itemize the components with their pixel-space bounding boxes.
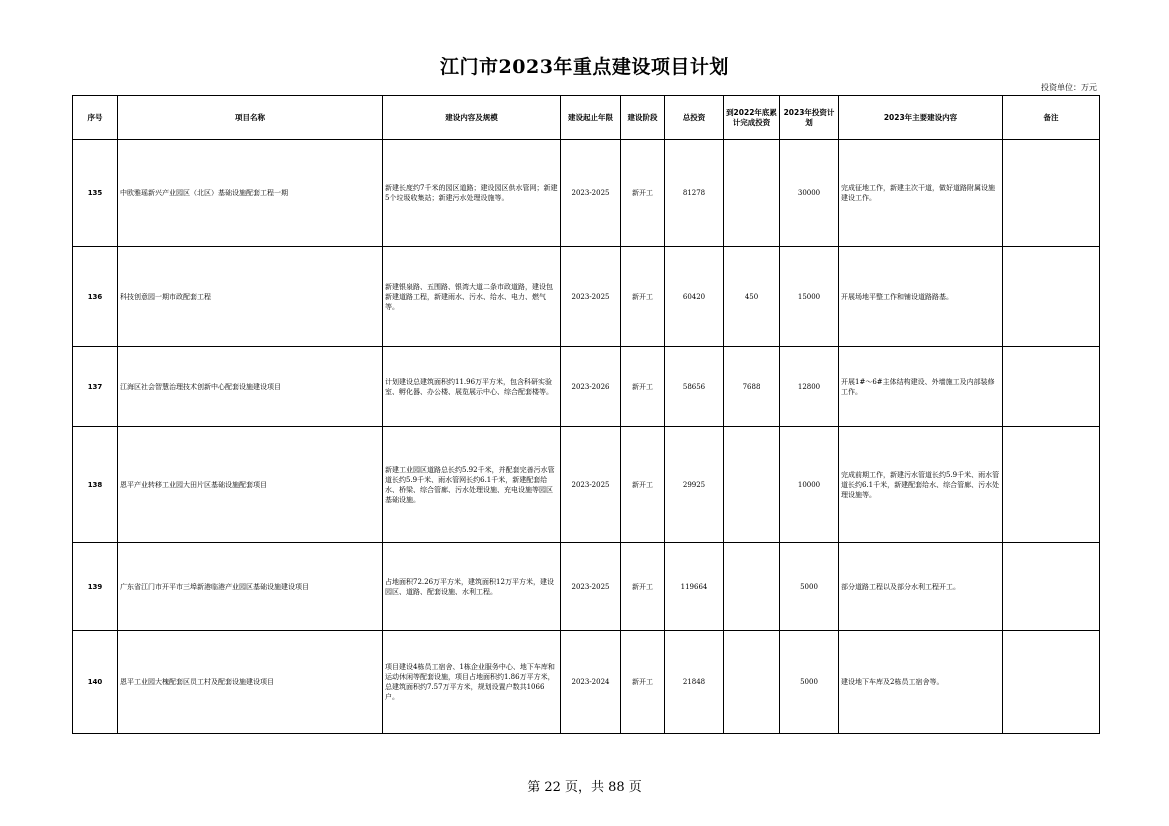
row-scale: 新建工业园区道路总长约5.92千米，并配套完善污水管道长约5.9千米、雨水管网长约6.1千米，新建配套给水、桥梁、综合管廊、污水处理设施、充电设施等园区基础设施。 <box>383 427 561 543</box>
row-content-2023: 开展1#～6#主体结构建设、外墙施工及内部装修工作。 <box>839 347 1003 427</box>
row-plan-2023: 10000 <box>780 427 839 543</box>
header-content-2023: 2023年主要建设内容 <box>839 96 1003 140</box>
row-years: 2023-2024 <box>561 631 621 734</box>
row-seq: 140 <box>73 631 118 734</box>
row-scale: 新建长度约7千米的园区道路；建设园区供水管网；新建5个垃圾收集站；新建污水处理设施等。 <box>383 140 561 247</box>
row-scale: 占地面积72.26万平方米，建筑面积12万平方米，建设园区、道路、配套设施、水利工程。 <box>383 543 561 631</box>
row-project-name: 广东省江门市开平市三埠新港临港产业园区基础设施建设项目 <box>118 543 383 631</box>
row-plan-2023: 5000 <box>780 631 839 734</box>
header-seq: 序号 <box>73 96 118 140</box>
row-content-2023: 完成前期工作，新建污水管道长约5.9千米、雨水管道长约6.1千米，新建配套给水、综合管廊、污水处理设施等。 <box>839 427 1003 543</box>
row-plan-2023: 15000 <box>780 247 839 347</box>
row-plan-2023: 5000 <box>780 543 839 631</box>
investment-unit-note: 投资单位：万元 <box>1041 83 1097 92</box>
page-footer: 第 22 页，共 88 页 <box>527 780 642 795</box>
header-done-2022: 到2022年底累计完成投资 <box>724 96 780 140</box>
row-seq: 135 <box>73 140 118 247</box>
row-total-investment: 81278 <box>665 140 724 247</box>
row-stage: 新开工 <box>621 347 665 427</box>
row-done-2022: 7688 <box>724 347 780 427</box>
header-plan-2023: 2023年投资计划 <box>780 96 839 140</box>
row-stage: 新开工 <box>621 140 665 247</box>
row-plan-2023: 12800 <box>780 347 839 427</box>
row-note <box>1003 543 1100 631</box>
row-project-name: 恩平工业园大槐配套区员工村及配套设施建设项目 <box>118 631 383 734</box>
table-row <box>73 631 1100 734</box>
row-scale: 计划建设总建筑面积约11.96万平方米，包含科研实验室、孵化器、办公楼、展览展示中心、综合配套楼等。 <box>383 347 561 427</box>
table-row <box>73 543 1100 631</box>
row-total-investment: 60420 <box>665 247 724 347</box>
table-row <box>73 347 1100 427</box>
header-total-investment: 总投资 <box>665 96 724 140</box>
row-done-2022 <box>724 631 780 734</box>
row-scale: 项目建设4栋员工宿舍、1栋企业服务中心、地下车库和运动休闲等配套设施，项目占地面积约1.86万平方米，总建筑面积约7.57万平方米，规划设置户数共1066户。 <box>383 631 561 734</box>
table-row <box>73 427 1100 543</box>
row-note <box>1003 247 1100 347</box>
row-done-2022 <box>724 427 780 543</box>
row-done-2022 <box>724 140 780 247</box>
table-header-row <box>73 96 1100 140</box>
row-scale: 新建银泉路、五围路、银湾大道二条市政道路，建设包新建道路工程，新建雨水、污水、给水、电力、燃气等。 <box>383 247 561 347</box>
row-note <box>1003 631 1100 734</box>
row-years: 2023-2025 <box>561 427 621 543</box>
project-plan-table <box>72 95 1100 734</box>
row-seq: 138 <box>73 427 118 543</box>
row-project-name: 中欧雅瑶新兴产业园区（北区）基础设施配套工程一期 <box>118 140 383 247</box>
row-seq: 137 <box>73 347 118 427</box>
row-total-investment: 21848 <box>665 631 724 734</box>
row-total-investment: 29925 <box>665 427 724 543</box>
row-years: 2023-2026 <box>561 347 621 427</box>
row-stage: 新开工 <box>621 247 665 347</box>
row-plan-2023: 30000 <box>780 140 839 247</box>
row-total-investment: 119664 <box>665 543 724 631</box>
row-done-2022: 450 <box>724 247 780 347</box>
header-note: 备注 <box>1003 96 1100 140</box>
row-stage: 新开工 <box>621 631 665 734</box>
row-note <box>1003 140 1100 247</box>
header-scale: 建设内容及规模 <box>383 96 561 140</box>
row-total-investment: 58656 <box>665 347 724 427</box>
row-done-2022 <box>724 543 780 631</box>
row-years: 2023-2025 <box>561 247 621 347</box>
row-content-2023: 部分道路工程以及部分水利工程开工。 <box>839 543 1003 631</box>
row-seq: 136 <box>73 247 118 347</box>
header-stage: 建设阶段 <box>621 96 665 140</box>
row-years: 2023-2025 <box>561 140 621 247</box>
row-content-2023: 完成征地工作，新建主次干道，做好道路附属设施建设工作。 <box>839 140 1003 247</box>
row-project-name: 江海区社会智慧治理技术创新中心配套设施建设项目 <box>118 347 383 427</box>
row-years: 2023-2025 <box>561 543 621 631</box>
row-stage: 新开工 <box>621 543 665 631</box>
row-seq: 139 <box>73 543 118 631</box>
row-note <box>1003 347 1100 427</box>
row-project-name: 科技创意园一期市政配套工程 <box>118 247 383 347</box>
page-title: 江门市2023年重点建设项目计划 <box>440 56 729 78</box>
table-row <box>73 247 1100 347</box>
row-stage: 新开工 <box>621 427 665 543</box>
header-years: 建设起止年限 <box>561 96 621 140</box>
row-content-2023: 建设地下车库及2栋员工宿舍等。 <box>839 631 1003 734</box>
table-row <box>73 140 1100 247</box>
header-project-name: 项目名称 <box>118 96 383 140</box>
row-project-name: 恩平产业转移工业园大田片区基础设施配套项目 <box>118 427 383 543</box>
row-content-2023: 开展场地平整工作和铺设道路路基。 <box>839 247 1003 347</box>
row-note <box>1003 427 1100 543</box>
